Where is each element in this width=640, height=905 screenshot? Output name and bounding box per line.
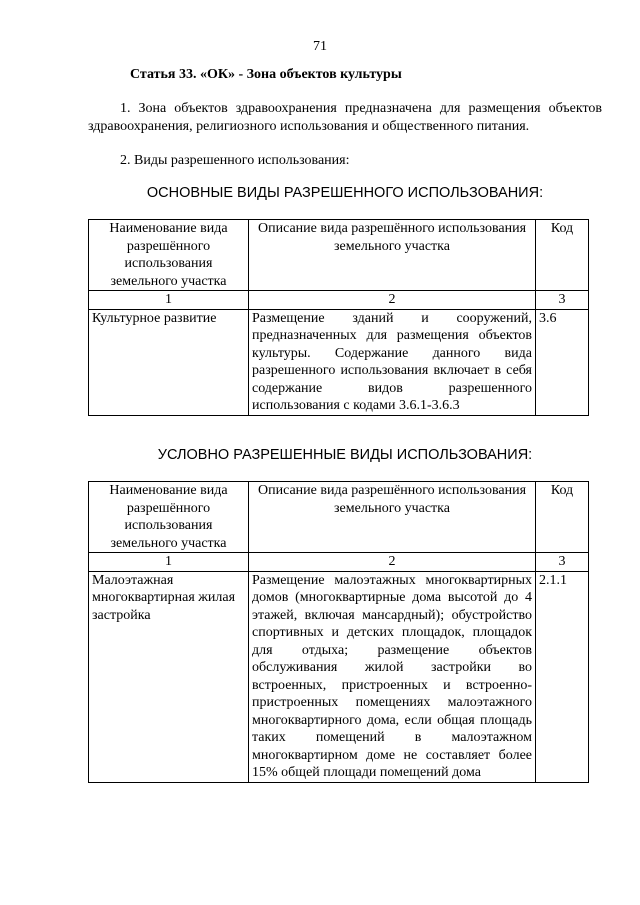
table-row [89, 571, 589, 782]
column-number: 2 [249, 553, 536, 572]
article-title: Статья 33. «ОК» - Зона объектов культуры [130, 67, 402, 82]
use-name-cell: Малоэтажная многоквартирная жилая застройка [89, 571, 249, 782]
column-header-name: Наименование вида разрешённого использования земельного участка [89, 482, 249, 553]
table-header-row [89, 220, 589, 291]
conditional-uses-heading: УСЛОВНО РАЗРЕШЕННЫЕ ВИДЫ ИСПОЛЬЗОВАНИЯ: [157, 447, 533, 463]
use-description-cell: Размещение малоэтажных многоквартирных домов (многоквартирные дома высотой до 4 этажей, включая мансардный); обустройство спортивных и детских площадок, площадок для отдыха; размещение объектов обслуживания жилой застройки во встроенных, пристроенных и встроенно-пристроенных помещениях малоэтажного многоквартирного дома, если общая площадь таких помещений в малоэтажном многоквартирном доме не составляет более 15% общей площади помещений дома [249, 571, 536, 782]
column-number: 2 [249, 291, 536, 310]
column-header-name: Наименование вида разрешённого использования земельного участка [89, 220, 249, 291]
column-header-description: Описание вида разрешённого использования земельного участка [249, 220, 536, 291]
table-header-row [89, 482, 589, 553]
conditional-uses-table [88, 481, 589, 783]
main-uses-heading: ОСНОВНЫЕ ВИДЫ РАЗРЕШЕННОГО ИСПОЛЬЗОВАНИЯ: [146, 185, 544, 201]
column-number-row [89, 291, 589, 310]
paragraph-zone-purpose: 1. Зона объектов здравоохранения предназначена для размещения объектов здравоохранения, религиозного использования и общественного питания. [88, 101, 602, 134]
use-description-cell: Размещение зданий и сооружений, предназначенных для размещения объектов культуры. Содержание данного вида разрешенного использования включает в себя содержание видов разрешенного использования с кодами 3.6.1-3.6.3 [249, 309, 536, 415]
column-header-code: Код [536, 482, 589, 553]
column-header-description: Описание вида разрешённого использования земельного участка [249, 482, 536, 553]
use-code-cell: 2.1.1 [536, 571, 589, 782]
column-number-row [89, 553, 589, 572]
main-uses-table [88, 219, 589, 416]
column-number: 1 [89, 553, 249, 572]
column-header-code: Код [536, 220, 589, 291]
use-code-cell: 3.6 [536, 309, 589, 415]
column-number: 1 [89, 291, 249, 310]
paragraph-permitted-uses: 2. Виды разрешенного использования: [120, 153, 350, 168]
page-number: 71 [313, 39, 327, 54]
table-row [89, 309, 589, 415]
use-name-cell: Культурное развитие [89, 309, 249, 415]
column-number: 3 [536, 291, 589, 310]
column-number: 3 [536, 553, 589, 572]
